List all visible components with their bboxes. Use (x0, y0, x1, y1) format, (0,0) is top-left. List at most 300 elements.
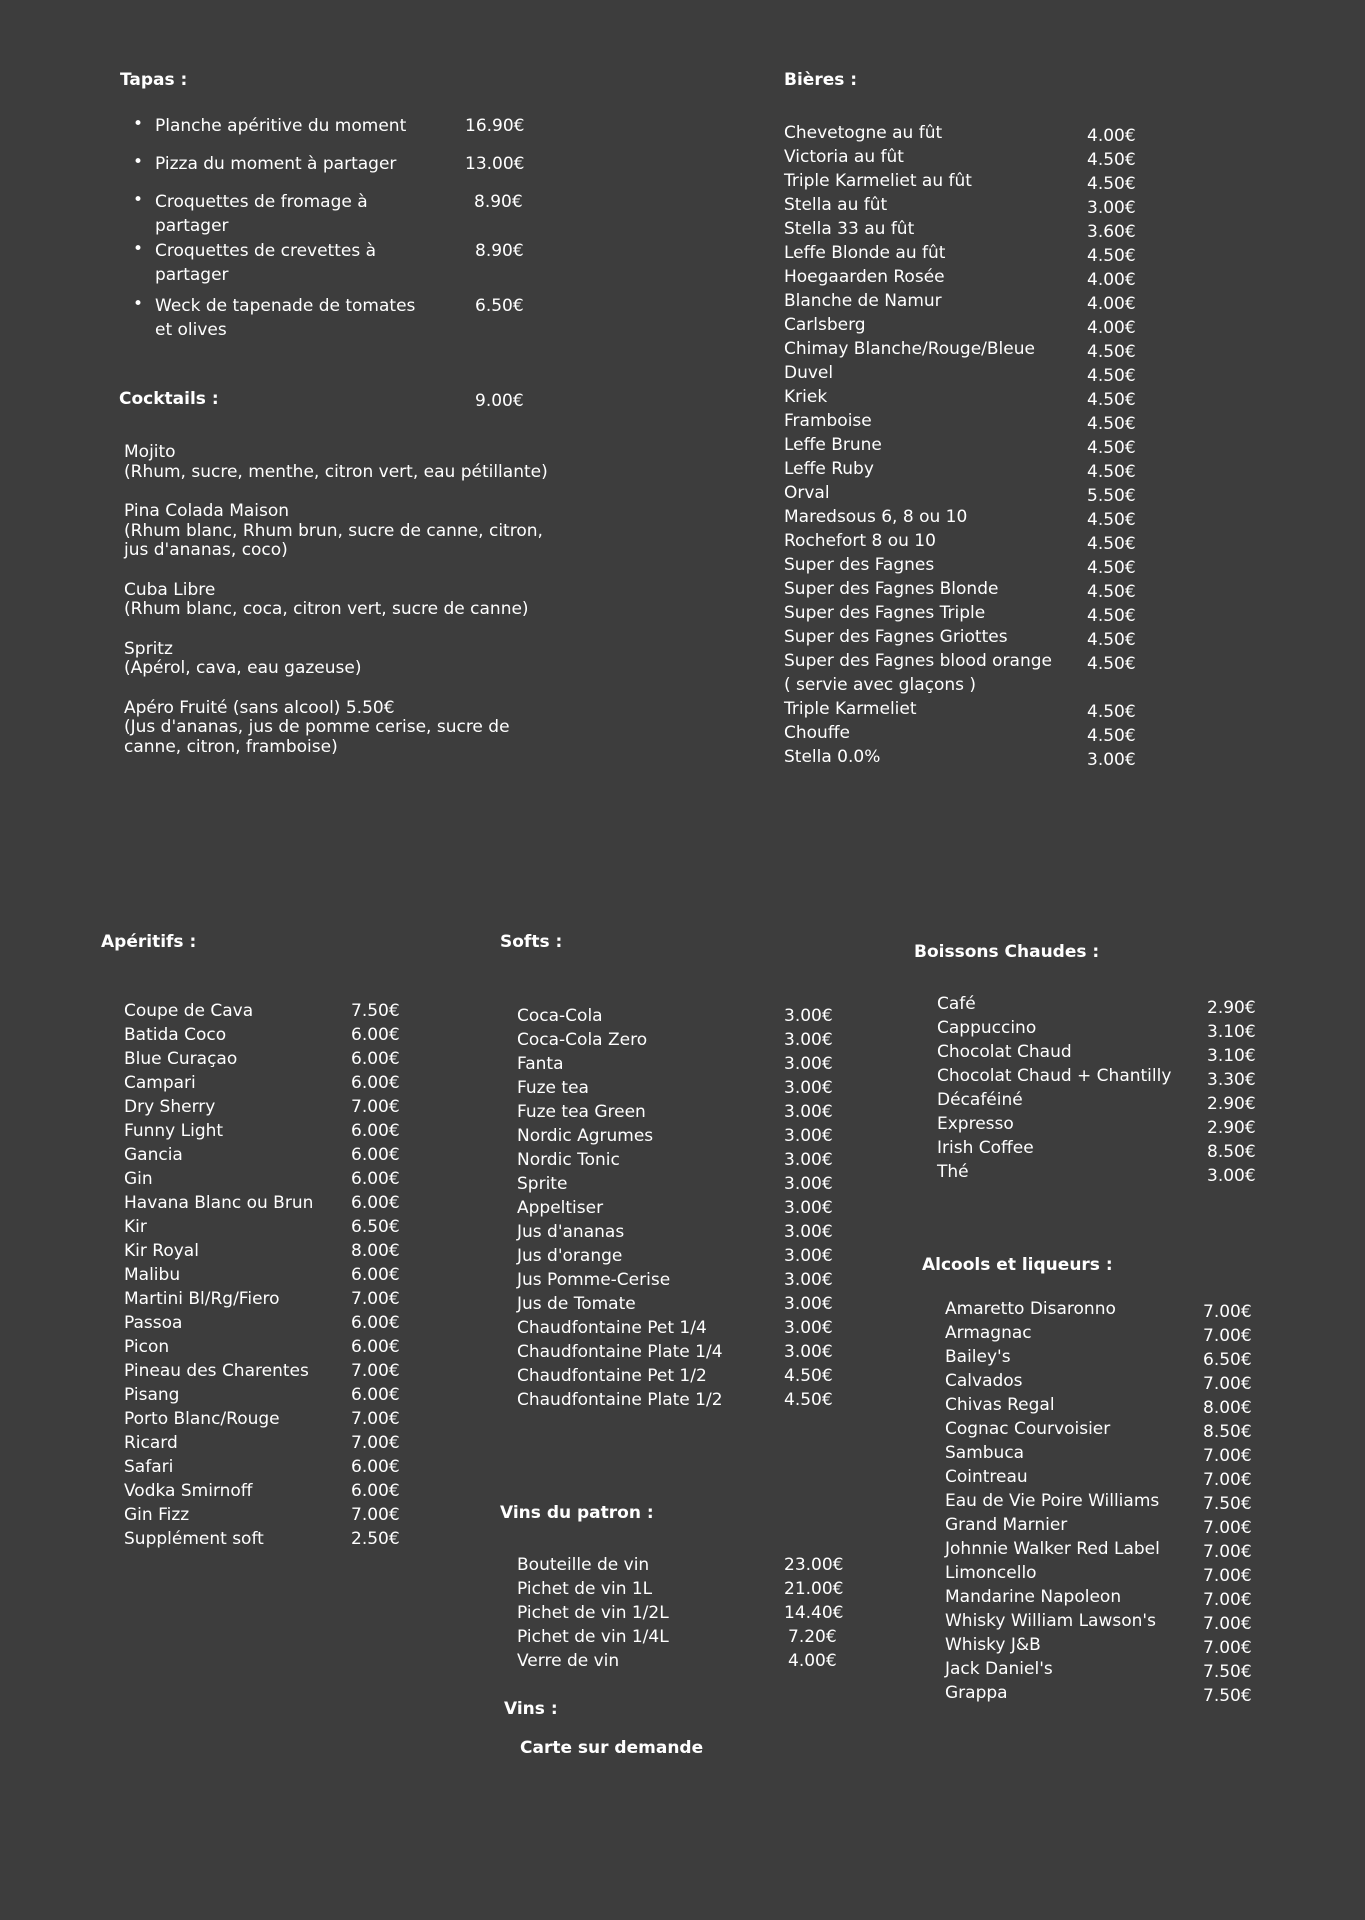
item-name: Triple Karmeliet (784, 699, 917, 719)
item-price: 4.50€ (1087, 702, 1136, 722)
item-name: Whisky William Lawson's (945, 1611, 1156, 1631)
item-name: Chaudfontaine Pet 1/4 (517, 1318, 707, 1338)
tapas-item-price: 16.90€ (465, 116, 525, 136)
item-price: 4.50€ (1087, 438, 1136, 458)
tapas-item-name: Pizza du moment à partager (155, 154, 397, 174)
item-price: 3.00€ (1087, 198, 1136, 218)
item-name: Chocolat Chaud + Chantilly (937, 1066, 1172, 1086)
item-price: 7.00€ (1203, 1302, 1252, 1322)
item-name: Nordic Tonic (517, 1150, 620, 1170)
list-item (517, 1076, 847, 1100)
item-name: Fanta (517, 1054, 564, 1074)
item-name: Jus Pomme-Cerise (517, 1270, 671, 1290)
item-name: Bailey's (945, 1347, 1011, 1367)
list-item (124, 1311, 424, 1335)
vins-heading: Vins : (504, 1699, 558, 1719)
list-item (945, 1369, 1265, 1393)
list-item (784, 649, 1144, 673)
item-price: 4.00€ (1087, 126, 1136, 146)
list-item (945, 1489, 1265, 1513)
list-item (784, 625, 1144, 649)
tapas-item-price: 13.00€ (465, 154, 525, 174)
item-price: 4.50€ (1087, 366, 1136, 386)
tapas-item-price: 8.90€ (474, 192, 523, 212)
list-item (784, 601, 1144, 625)
list-item (784, 673, 1144, 697)
item-price: 4.50€ (1087, 150, 1136, 170)
list-item (124, 1359, 424, 1383)
item-name: Nordic Agrumes (517, 1126, 654, 1146)
item-price: 6.00€ (351, 1385, 400, 1405)
alcools-heading: Alcools et liqueurs : (922, 1255, 1113, 1275)
list-item (124, 1383, 424, 1407)
item-name: Funny Light (124, 1121, 224, 1141)
cocktail-item (124, 502, 584, 561)
item-name: Leffe Brune (784, 435, 882, 455)
tapas-item-name: Croquettes de crevettes à partager (155, 241, 377, 285)
item-name: Kir (124, 1217, 147, 1237)
cocktail-name: Spritz (124, 638, 173, 659)
item-price: 4.50€ (1087, 558, 1136, 578)
item-price: 21.00€ (784, 1579, 844, 1599)
item-price: 6.00€ (351, 1121, 400, 1141)
list-item (517, 1577, 857, 1601)
item-name: Appeltiser (517, 1198, 604, 1218)
list-item (937, 1040, 1267, 1064)
item-name: Fuze tea (517, 1078, 589, 1098)
item-name: Batida Coco (124, 1025, 227, 1045)
item-name: Armagnac (945, 1323, 1032, 1343)
item-price: 3.00€ (784, 1078, 833, 1098)
list-item (124, 1455, 424, 1479)
item-name: Framboise (784, 411, 872, 431)
cocktail-item (124, 699, 584, 758)
list-item (784, 145, 1144, 169)
item-price: 3.00€ (784, 1246, 833, 1266)
item-name: Fuze tea Green (517, 1102, 646, 1122)
item-price: 2.90€ (1207, 998, 1256, 1018)
item-price: 6.00€ (351, 1265, 400, 1285)
item-price: 6.00€ (351, 1193, 400, 1213)
item-price: 4.00€ (1087, 318, 1136, 338)
list-item (124, 1047, 424, 1071)
list-item (124, 1431, 424, 1455)
item-price: 6.50€ (351, 1217, 400, 1237)
list-item (945, 1537, 1265, 1561)
item-price: 4.50€ (1087, 726, 1136, 746)
item-name: Gin (124, 1169, 153, 1189)
cocktails-list (124, 443, 584, 777)
item-name: Passoa (124, 1313, 183, 1333)
alcools-list (945, 1297, 1265, 1705)
tapas-item-name: Weck de tapenade de tomates et olives (155, 296, 416, 340)
list-item (945, 1585, 1265, 1609)
list-item (937, 1016, 1267, 1040)
item-price: 4.50€ (1087, 582, 1136, 602)
item-price: 23.00€ (784, 1555, 844, 1575)
item-name: Rochefort 8 ou 10 (784, 531, 936, 551)
item-price: 7.00€ (1203, 1446, 1252, 1466)
cocktail-item (124, 640, 584, 679)
item-price: 4.50€ (1087, 246, 1136, 266)
tapas-item-name: Croquettes de fromage à partager (155, 192, 368, 236)
item-name: Stella au fût (784, 195, 888, 215)
item-name: Kir Royal (124, 1241, 199, 1261)
list-item (784, 433, 1144, 457)
item-name: Vodka Smirnoff (124, 1481, 253, 1501)
list-item (784, 697, 1144, 721)
list-item (124, 1287, 424, 1311)
list-item (937, 1064, 1267, 1088)
item-name: Mandarine Napoleon (945, 1587, 1122, 1607)
list-item (124, 1407, 424, 1431)
list-item (517, 1220, 847, 1244)
item-price: 3.60€ (1087, 222, 1136, 242)
softs-list (517, 1004, 847, 1412)
list-item (517, 1028, 847, 1052)
item-name: Supplément soft (124, 1529, 264, 1549)
item-price: 4.50€ (1087, 510, 1136, 530)
item-price: 4.50€ (784, 1366, 833, 1386)
list-item (784, 193, 1144, 217)
item-name: Johnnie Walker Red Label (945, 1539, 1160, 1559)
list-item (124, 1503, 424, 1527)
list-item (945, 1465, 1265, 1489)
list-item (937, 1160, 1267, 1184)
item-price: 3.00€ (784, 1102, 833, 1122)
item-price: 3.00€ (784, 1006, 833, 1026)
item-price: 2.90€ (1207, 1094, 1256, 1114)
item-price: 7.00€ (351, 1505, 400, 1525)
list-item (945, 1345, 1265, 1369)
list-item (784, 529, 1144, 553)
item-price: 4.00€ (788, 1651, 837, 1671)
item-name: Jus d'ananas (517, 1222, 625, 1242)
item-price: 7.00€ (351, 1289, 400, 1309)
list-item (945, 1561, 1265, 1585)
item-price: 7.00€ (351, 1361, 400, 1381)
cocktails-price: 9.00€ (475, 391, 524, 411)
item-price: 2.90€ (1207, 1118, 1256, 1138)
item-name: Safari (124, 1457, 174, 1477)
item-name: Chaudfontaine Pet 1/2 (517, 1366, 707, 1386)
list-item (784, 457, 1144, 481)
bieres-list (784, 121, 1144, 769)
item-price: 8.00€ (351, 1241, 400, 1261)
item-price: 6.00€ (351, 1049, 400, 1069)
cocktails-heading: Cocktails : (119, 389, 219, 409)
list-item (945, 1681, 1265, 1705)
cocktail-desc: (Apérol, cava, eau gazeuse) (124, 658, 362, 678)
list-item (517, 1004, 847, 1028)
item-name: Limoncello (945, 1563, 1037, 1583)
item-price: 4.50€ (1087, 174, 1136, 194)
item-price: 6.00€ (351, 1073, 400, 1093)
list-item (124, 1335, 424, 1359)
item-name: Picon (124, 1337, 170, 1357)
list-item (517, 1172, 847, 1196)
item-price: 4.50€ (1087, 342, 1136, 362)
list-item (517, 1268, 847, 1292)
item-price: 3.00€ (784, 1222, 833, 1242)
boissons-chaudes-list (937, 992, 1267, 1184)
item-price: 6.00€ (351, 1145, 400, 1165)
bullet-icon: • (133, 294, 144, 314)
cocktail-name: Cuba Libre (124, 579, 216, 600)
vins-patron-list (517, 1553, 857, 1673)
list-item (517, 1292, 847, 1316)
list-item (124, 1239, 424, 1263)
vins-patron-heading: Vins du patron : (500, 1503, 654, 1523)
list-item (124, 1143, 424, 1167)
item-price: 7.20€ (788, 1627, 837, 1647)
item-name: Coca-Cola Zero (517, 1030, 648, 1050)
tapas-item-price: 6.50€ (475, 296, 524, 316)
item-name: Leffe Ruby (784, 459, 874, 479)
item-name: ( servie avec glaçons ) (784, 675, 977, 695)
list-item (784, 721, 1144, 745)
item-name: Pineau des Charentes (124, 1361, 309, 1381)
cocktail-name: Apéro Fruité (sans alcool) 5.50€ (124, 697, 395, 718)
item-name: Gancia (124, 1145, 183, 1165)
item-name: Carlsberg (784, 315, 866, 335)
list-item (945, 1321, 1265, 1345)
item-price: 4.50€ (1087, 534, 1136, 554)
item-name: Cointreau (945, 1467, 1028, 1487)
list-item (124, 1527, 424, 1551)
list-item (124, 1263, 424, 1287)
item-name: Eau de Vie Poire Williams (945, 1491, 1160, 1511)
list-item (784, 409, 1144, 433)
list-item (784, 265, 1144, 289)
list-item (517, 1148, 847, 1172)
item-name: Chocolat Chaud (937, 1042, 1072, 1062)
list-item (784, 505, 1144, 529)
item-price: 3.00€ (784, 1030, 833, 1050)
item-price: 4.50€ (1087, 630, 1136, 650)
item-name: Pichet de vin 1/4L (517, 1627, 669, 1647)
item-price: 3.00€ (784, 1342, 833, 1362)
item-name: Martini Bl/Rg/Fiero (124, 1289, 280, 1309)
item-price: 4.50€ (1087, 390, 1136, 410)
item-price: 7.50€ (351, 1001, 400, 1021)
list-item (517, 1553, 857, 1577)
item-price: 7.00€ (1203, 1638, 1252, 1658)
item-name: Coca-Cola (517, 1006, 603, 1026)
cocktail-item (124, 443, 584, 482)
item-name: Chevetogne au fût (784, 123, 943, 143)
item-name: Cappuccino (937, 1018, 1037, 1038)
item-name: Gin Fizz (124, 1505, 190, 1525)
item-name: Amaretto Disaronno (945, 1299, 1116, 1319)
item-name: Super des Fagnes Triple (784, 603, 986, 623)
list-item (124, 999, 424, 1023)
item-name: Maredsous 6, 8 ou 10 (784, 507, 968, 527)
item-price: 4.00€ (1087, 294, 1136, 314)
list-item (784, 289, 1144, 313)
item-name: Grand Marnier (945, 1515, 1068, 1535)
item-price: 6.00€ (351, 1481, 400, 1501)
item-price: 7.00€ (1203, 1326, 1252, 1346)
list-item (784, 361, 1144, 385)
aperitifs-heading: Apéritifs : (101, 932, 197, 952)
item-name: Chivas Regal (945, 1395, 1055, 1415)
item-name: Porto Blanc/Rouge (124, 1409, 280, 1429)
list-item (124, 1095, 424, 1119)
list-item (937, 1136, 1267, 1160)
list-item (517, 1625, 857, 1649)
tapas-item-price: 8.90€ (475, 241, 524, 261)
list-item (937, 1088, 1267, 1112)
list-item (945, 1441, 1265, 1465)
item-name: Stella 33 au fût (784, 219, 915, 239)
list-item (784, 553, 1144, 577)
item-price: 7.00€ (1203, 1518, 1252, 1538)
list-item (517, 1601, 857, 1625)
cocktail-desc: (Rhum blanc, Rhum brun, sucre de canne, citron, jus d'ananas, coco) (124, 520, 543, 560)
list-item (517, 1052, 847, 1076)
item-price: 3.10€ (1207, 1046, 1256, 1066)
list-item (124, 1479, 424, 1503)
item-price: 6.00€ (351, 1337, 400, 1357)
item-name: Hoegaarden Rosée (784, 267, 945, 287)
item-name: Blanche de Namur (784, 291, 942, 311)
list-item (784, 241, 1144, 265)
item-name: Whisky J&B (945, 1635, 1041, 1655)
list-item (784, 337, 1144, 361)
item-name: Café (937, 994, 976, 1014)
item-name: Havana Blanc ou Brun (124, 1193, 314, 1213)
item-name: Jus de Tomate (517, 1294, 636, 1314)
softs-heading: Softs : (500, 932, 563, 952)
item-name: Coupe de Cava (124, 1001, 254, 1021)
item-price: 8.50€ (1207, 1142, 1256, 1162)
item-price: 7.00€ (1203, 1470, 1252, 1490)
item-price: 7.00€ (351, 1433, 400, 1453)
list-item (945, 1417, 1265, 1441)
item-name: Bouteille de vin (517, 1555, 650, 1575)
list-item (517, 1196, 847, 1220)
item-price: 8.50€ (1203, 1422, 1252, 1442)
item-name: Duvel (784, 363, 834, 383)
item-price: 8.00€ (1203, 1398, 1252, 1418)
item-price: 4.50€ (1087, 414, 1136, 434)
item-name: Expresso (937, 1114, 1014, 1134)
item-price: 7.00€ (1203, 1566, 1252, 1586)
list-item (124, 1215, 424, 1239)
item-name: Grappa (945, 1683, 1008, 1703)
list-item (945, 1609, 1265, 1633)
bullet-icon: • (133, 239, 144, 259)
item-price: 3.00€ (784, 1054, 833, 1074)
item-name: Leffe Blonde au fût (784, 243, 946, 263)
item-price: 5.50€ (1087, 486, 1136, 506)
list-item (945, 1393, 1265, 1417)
item-price: 4.50€ (1087, 654, 1136, 674)
item-name: Pichet de vin 1L (517, 1579, 653, 1599)
item-price: 7.50€ (1203, 1662, 1252, 1682)
item-name: Campari (124, 1073, 196, 1093)
item-price: 4.00€ (1087, 270, 1136, 290)
item-price: 3.00€ (784, 1294, 833, 1314)
item-name: Irish Coffee (937, 1138, 1034, 1158)
item-price: 6.00€ (351, 1457, 400, 1477)
item-name: Chaudfontaine Plate 1/2 (517, 1390, 723, 1410)
item-price: 2.50€ (351, 1529, 400, 1549)
list-item (124, 1191, 424, 1215)
item-price: 6.50€ (1203, 1350, 1252, 1370)
list-item (945, 1657, 1265, 1681)
item-price: 4.50€ (784, 1390, 833, 1410)
item-name: Décaféiné (937, 1090, 1023, 1110)
item-price: 3.00€ (784, 1126, 833, 1146)
bullet-icon: • (133, 190, 144, 210)
vins-note: Carte sur demande (520, 1738, 704, 1758)
item-price: 6.00€ (351, 1025, 400, 1045)
item-price: 7.00€ (1203, 1542, 1252, 1562)
tapas-heading: Tapas : (120, 70, 188, 90)
item-price: 3.00€ (784, 1318, 833, 1338)
list-item (124, 1023, 424, 1047)
item-name: Thé (937, 1162, 969, 1182)
list-item (784, 169, 1144, 193)
list-item (784, 313, 1144, 337)
item-price: 4.50€ (1087, 462, 1136, 482)
item-name: Stella 0.0% (784, 747, 881, 767)
item-price: 3.10€ (1207, 1022, 1256, 1042)
list-item (124, 1071, 424, 1095)
item-name: Chimay Blanche/Rouge/Bleue (784, 339, 1035, 359)
list-item (517, 1340, 847, 1364)
item-name: Chaudfontaine Plate 1/4 (517, 1342, 723, 1362)
list-item (784, 745, 1144, 769)
list-item (945, 1297, 1265, 1321)
list-item (517, 1316, 847, 1340)
list-item (784, 577, 1144, 601)
item-name: Orval (784, 483, 830, 503)
item-name: Super des Fagnes (784, 555, 935, 575)
item-price: 3.00€ (1087, 750, 1136, 770)
item-name: Kriek (784, 387, 828, 407)
aperitifs-list (124, 999, 424, 1551)
item-price: 4.50€ (1087, 606, 1136, 626)
list-item (945, 1513, 1265, 1537)
item-price: 14.40€ (784, 1603, 844, 1623)
cocktail-name: Pina Colada Maison (124, 501, 290, 521)
item-price: 7.00€ (1203, 1374, 1252, 1394)
list-item (784, 385, 1144, 409)
list-item (945, 1633, 1265, 1657)
item-price: 7.50€ (1203, 1686, 1252, 1706)
item-price: 7.50€ (1203, 1494, 1252, 1514)
list-item (517, 1100, 847, 1124)
list-item (124, 1167, 424, 1191)
item-name: Dry Sherry (124, 1097, 216, 1117)
item-price: 3.30€ (1207, 1070, 1256, 1090)
item-name: Victoria au fût (784, 147, 904, 167)
item-name: Calvados (945, 1371, 1023, 1391)
item-price: 7.00€ (1203, 1614, 1252, 1634)
cocktail-desc: (Jus d'ananas, jus de pomme cerise, sucre de canne, citron, framboise) (124, 717, 510, 757)
item-price: 7.00€ (351, 1409, 400, 1429)
item-name: Super des Fagnes Griottes (784, 627, 1008, 647)
item-price: 3.00€ (784, 1270, 833, 1290)
item-name: Super des Fagnes blood orange (784, 651, 1052, 671)
item-name: Jus d'orange (517, 1246, 623, 1266)
item-name: Ricard (124, 1433, 178, 1453)
item-price: 6.00€ (351, 1313, 400, 1333)
cocktail-desc: (Rhum, sucre, menthe, citron vert, eau pétillante) (124, 461, 548, 482)
